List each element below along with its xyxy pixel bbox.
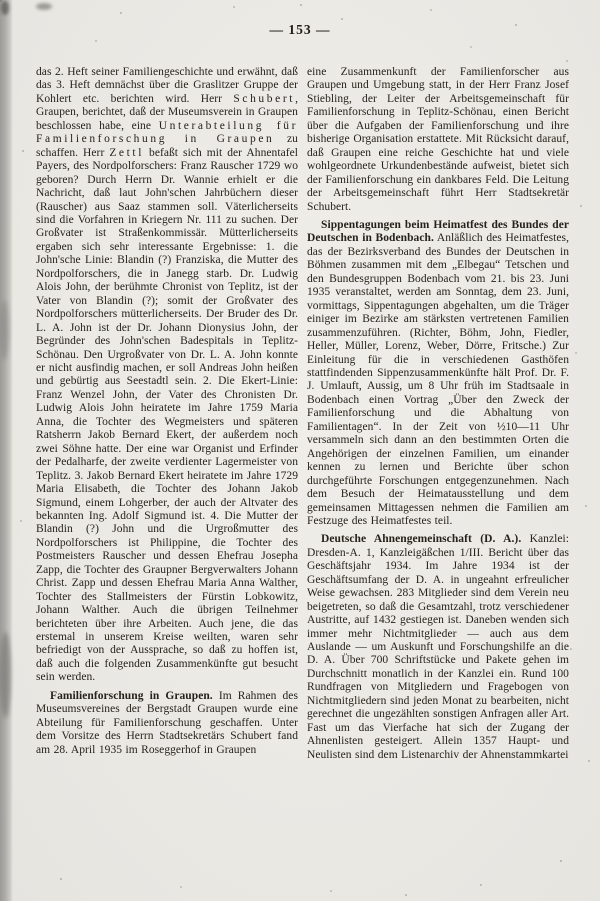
scan-smudge: [0, 300, 9, 360]
page-number: — 153 —: [269, 22, 331, 37]
body-text: eine Zusammenkunft der Familienforscher aus Graupen und Umgebung statt, in der Herr Franz Josef Stiebling, der Leiter der Arbeitsgemeinschaft für Familienforschung in Teplitz-Schönau, einen Bericht über die Aufgaben der Familienforschung und ihre bisherige Organisation erstattete. Mit Rücksicht darauf, daß Graupen eine reiche Geschichte hat und viele wohlgeordnete Urkundenbestände aufweist, bietet sich der Familienforschung ein dankbares Feld. Die Leitung der Arbeitsgemeinschaft führt Herr Stadtsekretär Schubert.: [307, 66, 569, 213]
scan-smudge: [1, 1, 9, 15]
scan-edge-shadow: [0, 0, 13, 901]
paragraph: [307, 533, 569, 762]
emphasized-text: Unterabteilung für Familienforschung in Graupen: [36, 119, 298, 146]
section-heading: Deutsche Ahnengemeinschaft (D. A.).: [321, 533, 522, 546]
scan-smudge: [0, 632, 11, 718]
body-text: Im Rahmen des Museumsvereines der Bergstadt Graupen wurde eine Abteilung für Familienforschung geschaffen. Unter dem Vorsitze des Herrn Stadtsekretärs Schubert fand am 28. April 1935 im Roseggerhof in Graupen: [36, 689, 298, 756]
column-left: [36, 66, 298, 880]
body-text: Anläßlich des Heimatfestes, das der Bezirksverband des Bundes der Deutschen in Böhmen zusammen mit dem „Elbegau“ Tetschen und den Bundesgruppen Bodenbach vom 21. bis 23. Juni 1935 veranstaltet, werden am Sonntag, dem 23. Juni, vormittags, Sippentagungen abgehalten, um die Träger einiger im Bezirke am stärksten vertretenen Familien zusammenzuführen. (Richter, Böhm, John, Fiedler, Heller, Müller, Lorenz, Weber, Dörre, Fritsche.) Zur Einleitung für die in verschiedenen Gasthöfen stattfindenden Sippenzusammenkünfte hält Prof. Dr. F. J. Umlauft, Aussig, um 8 Uhr früh im Stadtsaale in Bodenbach einen Vortrag „Über den Zweck der Familienforschung und die Abhaltung von Familientagen“. In der Zeit von ½10—11 Uhr versammeln sich dann an den bestimmten Orten die Angehörigen der einzelnen Familien, um einander kennen zu lernen und Berichte über schon durchgeführte Forschungen entgegenzunehmen. Nach dem Besuch der Heimatausstellung und dem gemeinsamen Mittagessen nehmen die Familien am Festzuge des Heimatfestes teil.: [307, 232, 569, 527]
section-heading: Sippentagungen beim Heimatfest des Bundes der Deutschen in Bodenbach.: [307, 218, 569, 245]
paragraph: [36, 690, 298, 757]
paragraph: [36, 66, 298, 685]
emphasized-text: Zettl: [109, 146, 145, 159]
text-columns: [36, 66, 569, 880]
paragraph: [307, 219, 569, 528]
section-heading: Familienforschung in Graupen.: [50, 689, 213, 702]
body-text: Kanzlei: Dresden-A. 1, Kanzleigäßchen 1/III. Bericht über das Geschäftsjahr 1934. Im Jahre 1934 ist der Geschäftsumfang der D. A. in ungeahnt erfreulicher Weise gewachsen. 283 Mitglieder sind dem Verein neu beigetreten, so daß die Gesamtzahl, trotz verschiedener Austritte, auf 1432 gestiegen ist. Daneben wenden sich immer mehr Nichtmitglieder — auch aus dem Auslande — um Auskunft und Forschungshilfe an die D. A. Über 700 Schriftstücke und Pakete gehen im Durchschnitt monatlich in der Kanzlei ein. Rund 100 Rundfragen von Mitgliedern und Fragebogen von Nichtmitgliedern sind jeden Monat zu bearbeiten, nicht gerechnet die ungezählten sonstigen Anfragen aller Art. Fast um das Vierfache hat sich der Zugang der Ahnenlisten gesteigert. Allein 1357 Haupt- und Neulisten sind dem Listenarchiv der Ahnenstammkartei: [307, 533, 569, 761]
body-text: das 2. Heft seiner Familiengeschichte und erwähnt, daß das 3. Heft demnächst über die Graslitzer Gruppe der Kohlert etc. berichten wird. Herr: [36, 66, 298, 105]
body-text: zu schaffen. Herr: [36, 133, 298, 159]
body-text: , Graupen, berichtet, daß der Museumsverein in Graupen beschlossen habe, eine: [36, 92, 298, 132]
scan-smudge: [36, 3, 52, 10]
column-right: [307, 66, 569, 880]
paragraph: [307, 66, 569, 214]
scan-noise-specks: [0, 0, 2, 2]
emphasized-text: Schubert: [233, 92, 296, 105]
body-text: befaßt sich mit der Ahnentafel Payers, des Nordpolforschers: Franz Rauscher 1729 wo geboren? Durch Herrn Dr. Wannie erhielt er die Nachricht, daß laut John'schen Jahrbüchern dieser (Rauscher) aus Saaz stammen soll. Väterlicherseits sind die Vorfahren in Kriegern Nr. 111 zu suchen. Der Großvater ist Straßenkommissär. Mütterlicherseits ergaben sich sehr interessante Ergebnisse: 1. die John'sche Linie: Blandin (?) Franziska, die Mutter des Nordpolforschers, die in Janegg starb. Dr. Ludwig Alois John, der berühmte Chronist von Teplitz, ist der Vater von Blandin (?); somit der Großvater des Nordpolforschers mütterlicherseits. Der Bruder des Dr. L. A. John ist der Dr. Johann Dionysius John, der Begründer des John'schen Badespitals in Teplitz-Schönau. Den Urgroßvater von Dr. L. A. John konnte er nicht ausfindig machen, er soll Andreas John heißen und gebürtig aus Seestadtl sein. 2. Die Ekert-Linie: Franz Wenzel John, der Vater des Chronisten Dr. Ludwig Alois John heiratete im Jahre 1759 Maria Anna, die Tochter des Wegmeisters und späteren Ratsherrn Jakob Bernard Ekert, der außerdem noch zwei Söhne hatte. Der eine war Organist und Erfinder der Pedalharfe, der zweite verdienter Lagermeister von Teplitz. 3. Jakob Bernard Ekert heiratete im Jahre 1729 Maria Elisabeth, die Tochter des Johann Jakob Sigmund, einem Lohgerber, der auch der Altvater des bekannten Ing. Adolf Sigmund ist. 4. Die Mutter der Blandin (?) John und die Urgroßmutter des Nordpolforschers ist Philippine, die Tochter des Postmeisters Rauscher und dessen Ehefrau Josepha Zapp, die Tochter des Graupner Bergverwalters Johann Christ. Zapp und dessen Ehefrau Maria Anna Walther, Tochter des Stallmeisters der Fürstin Lobkowitz, Johann Walther. Auch die übrigen Teilnehmer berichteten über ihre Arbeiten. Auch jene, die das erstemal in unserem Kreise weilten, waren sehr befriedigt von der Aussprache, so daß zu hoffen ist, daß auch die folgenden Zusammenkünfte gut besucht sein werden.: [36, 146, 298, 684]
